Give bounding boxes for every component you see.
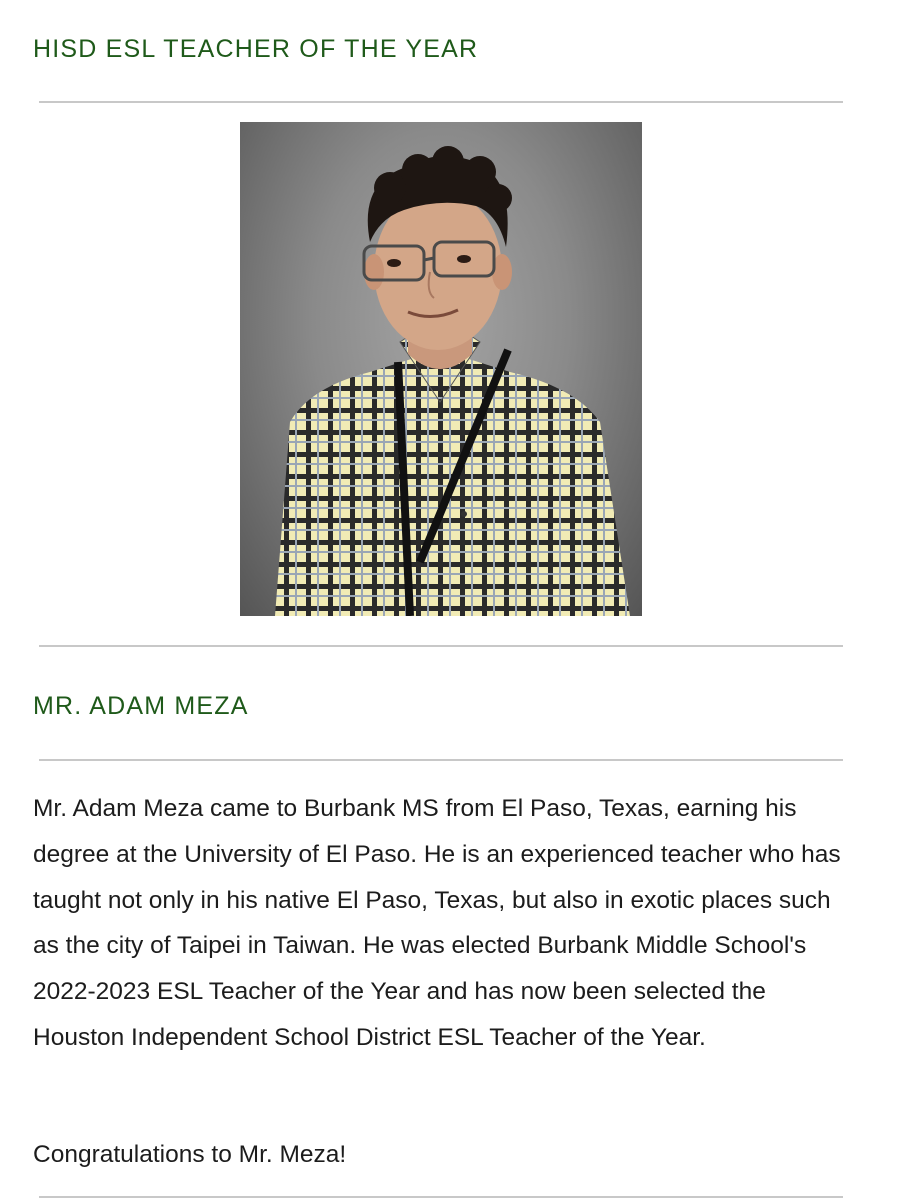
teacher-bio-paragraph: Mr. Adam Meza came to Burbank MS from El Paso, Texas, earning his degree at the University of El Paso. He is an experienced teacher who has taught not only in his native El Paso, Texas, but also in exotic places such as the city of Taipei in Taiwan. He was elected Burbank Middle School's 2022-2023 ESL Teacher of the Year and has now been selected the Houston Independent School District ESL Teacher of the Year. (33, 795, 841, 1051)
teacher-name-heading: MR. ADAM MEZA (33, 692, 249, 720)
divider-top (39, 101, 843, 103)
congratulations-text: Congratulations to Mr. Meza! (33, 1141, 347, 1168)
divider-bottom (39, 1196, 843, 1198)
divider-below-name (39, 759, 843, 761)
teacher-portrait-photo (240, 122, 642, 616)
divider-below-photo (39, 645, 843, 647)
page-title: HISD ESL TEACHER OF THE YEAR (33, 35, 479, 63)
